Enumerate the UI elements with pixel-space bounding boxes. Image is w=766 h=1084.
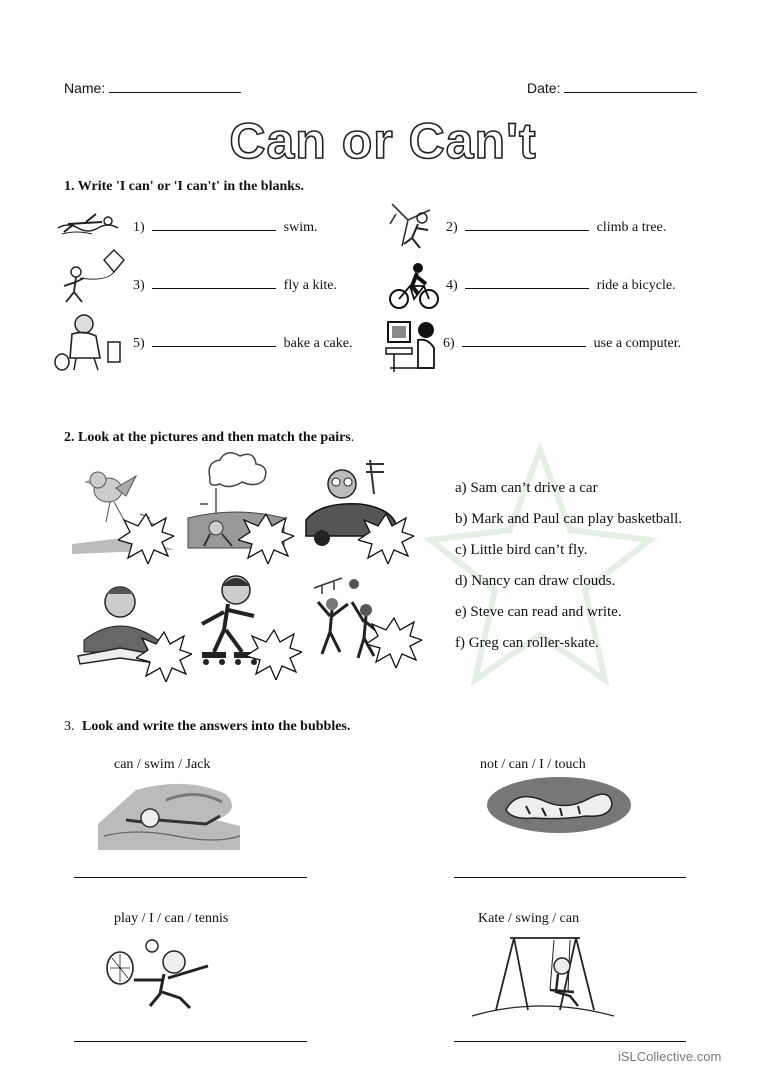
snake-icon [486,776,632,834]
section3-number: 3. [64,719,75,734]
option-text: Little bird can’t fly. [470,542,588,558]
blank-item-2 [446,218,666,236]
blank-item-5 [133,334,352,352]
section3-heading-text: Look and write the answers into the bubbles. [82,719,351,734]
answer-starburst[interactable] [366,616,422,673]
answer-starburst[interactable] [118,512,174,569]
option-letter: b) [455,511,468,527]
option-letter: c) [455,542,467,558]
section1-heading: 1. Write 'I can' or 'I can't' in the blanks. [64,179,304,194]
item-number: 2) [446,220,458,235]
answer-line[interactable] [74,1041,307,1042]
option-text: Steve can read and write. [470,604,622,620]
tennis-player-icon [104,936,224,1012]
baker-icon [52,312,124,374]
section2-heading [64,430,354,446]
answer-blank[interactable] [152,218,276,231]
option-letter: d) [455,573,468,589]
answer-starburst[interactable] [358,512,414,569]
option-text: Greg can roller-skate. [468,635,599,651]
item-text: climb a tree. [596,220,667,235]
name-label: Name: [64,80,106,96]
blank-item-6 [443,334,681,352]
answer-line[interactable] [74,877,307,878]
item-text: ride a bicycle. [596,278,676,293]
section3-heading [64,719,350,735]
date-field [527,80,697,96]
watermark: iSLCollective.com [618,1049,722,1064]
option-text: Sam can’t drive a car [470,480,598,496]
item-number: 6) [443,336,455,351]
option-text: Nancy can draw clouds. [471,573,616,589]
match-option-e [455,604,622,621]
match-option-c [455,542,587,559]
item-text: use a computer. [593,336,682,351]
date-label: Date: [527,80,561,96]
answer-line[interactable] [454,1041,686,1042]
option-text: Mark and Paul can play basketball. [471,511,683,527]
answer-blank[interactable] [152,276,276,289]
answer-starburst[interactable] [238,512,294,569]
answer-blank[interactable] [465,276,589,289]
item-number: 4) [446,278,458,293]
kite-icon [58,248,126,306]
computer-user-icon [384,318,440,374]
option-letter: a) [455,480,467,496]
section2-heading-text: 2. Look at the pictures and then match the pairs [64,430,351,445]
item-number: 5) [133,336,145,351]
item-number: 1) [133,220,145,235]
match-option-f [455,635,599,652]
item-number: 3) [133,278,145,293]
blank-item-1 [133,218,318,236]
answer-blank[interactable] [152,334,276,347]
blank-item-4 [446,276,676,294]
tree-climber-icon [388,200,438,252]
item-text: bake a cake. [283,336,353,351]
answer-line[interactable] [454,877,686,878]
answer-blank[interactable] [465,218,589,231]
swimmer-icon [56,210,126,240]
option-letter: e) [455,604,467,620]
section2-heading-period: . [350,430,355,445]
name-blank[interactable] [109,80,241,93]
option-letter: f) [455,635,465,651]
prompt-words: can / swim / Jack [114,757,211,772]
answer-starburst[interactable] [246,628,302,685]
answer-blank[interactable] [462,334,586,347]
swimming-boy-icon [96,780,242,852]
date-blank[interactable] [564,80,697,93]
item-text: fly a kite. [283,278,337,293]
name-field [64,80,241,96]
page-title: Can or Can't [229,113,537,169]
swing-icon [470,932,616,1022]
prompt-words: Kate / swing / can [478,911,580,926]
prompt-words: not / can / I / touch [480,757,586,772]
match-option-d [455,573,615,590]
cyclist-icon [388,262,440,310]
item-text: swim. [283,220,318,235]
match-option-a [455,480,598,497]
blank-item-3 [133,276,337,294]
match-option-b [455,511,682,528]
answer-starburst[interactable] [136,630,192,687]
prompt-words: play / I / can / tennis [114,911,229,926]
